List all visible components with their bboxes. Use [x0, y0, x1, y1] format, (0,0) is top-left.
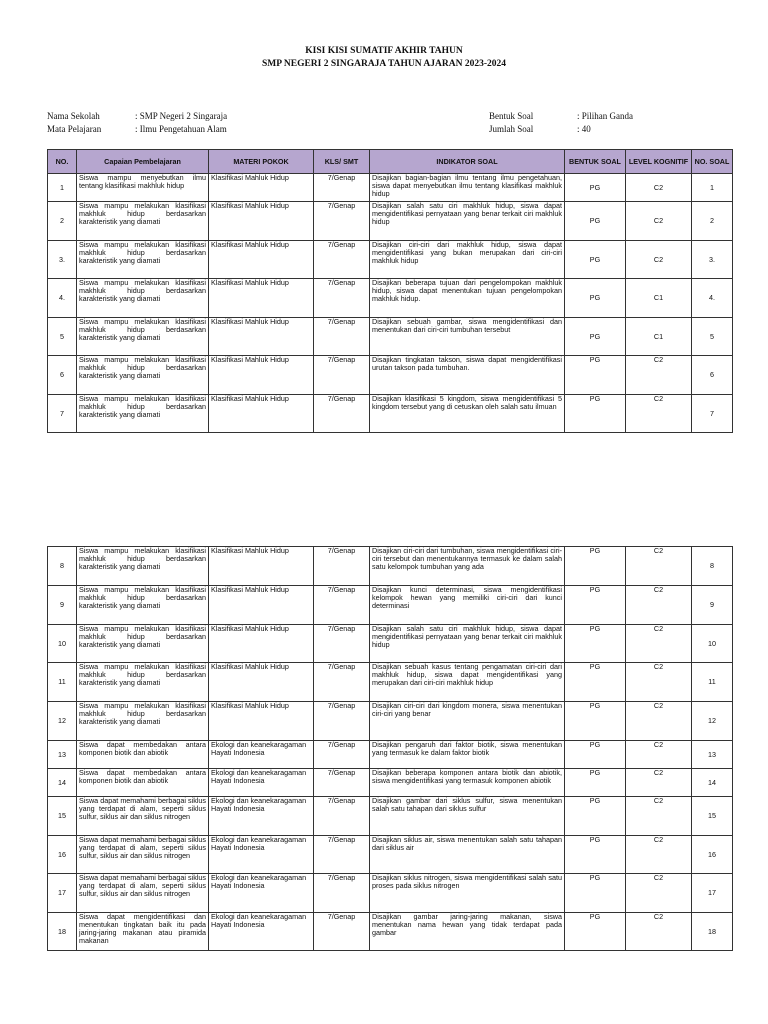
- row-capaian: Siswa dapat membedakan antara komponen biotik dan abiotik: [77, 769, 209, 797]
- row-kls: 7/Genap: [314, 279, 370, 318]
- row-number: 13: [48, 741, 77, 769]
- row-indikator: Disajikan salah satu ciri makhluk hidup, siswa dapat mengidentifikasi pernyataan yang benar terkait ciri makhluk hidup: [370, 625, 565, 663]
- row-kls: 7/Genap: [314, 836, 370, 874]
- row-indikator: Disajikan siklus nitrogen, siswa mengidentifikasi salah satu proses pada siklus nitrogen: [370, 874, 565, 913]
- row-bentuk: PG: [565, 874, 626, 913]
- row-level: C2: [626, 663, 692, 702]
- row-kls: 7/Genap: [314, 874, 370, 913]
- table-row: [48, 174, 733, 202]
- row-kls: 7/Genap: [314, 395, 370, 433]
- row-kls: 7/Genap: [314, 547, 370, 586]
- question-count-label: Jumlah Soal: [489, 124, 534, 134]
- header-materi: MATERI POKOK: [209, 150, 314, 174]
- row-kls: 7/Genap: [314, 913, 370, 951]
- row-number: 16: [48, 836, 77, 874]
- row-kls: 7/Genap: [314, 797, 370, 836]
- row-kls: 7/Genap: [314, 702, 370, 741]
- row-materi: Klasifikasi Mahluk Hidup: [209, 174, 314, 202]
- row-bentuk: PG: [565, 174, 626, 202]
- header-kls: KLS/ SMT: [314, 150, 370, 174]
- row-indikator: Disajikan siklus air, siswa menentukan salah satu tahapan dari siklus air: [370, 836, 565, 874]
- row-materi: Klasifikasi Mahluk Hidup: [209, 318, 314, 356]
- row-indikator: Disajikan sebuah gambar, siswa mengidentifikasi dan menentukan dari ciri-ciri tumbuhan tersebut: [370, 318, 565, 356]
- row-level: C2: [626, 174, 692, 202]
- row-materi: Klasifikasi Mahluk Hidup: [209, 702, 314, 741]
- row-number: 6: [48, 356, 77, 395]
- school-label: Nama Sekolah: [47, 111, 100, 121]
- row-materi: Ekologi dan keanekaragaman Hayati Indonesia: [209, 769, 314, 797]
- table-row: [48, 913, 733, 951]
- row-indikator: Disajikan beberapa tujuan dari pengelompokan makhluk hidup, siswa dapat menentukan tujuan pengelompokan makhluk hidup.: [370, 279, 565, 318]
- row-number: 5: [48, 318, 77, 356]
- row-nosoal: 17: [692, 874, 733, 913]
- row-bentuk: PG: [565, 395, 626, 433]
- header-level: LEVEL KOGNITIF: [626, 150, 692, 174]
- row-level: C2: [626, 241, 692, 279]
- row-kls: 7/Genap: [314, 318, 370, 356]
- row-nosoal: 10: [692, 625, 733, 663]
- row-indikator: Disajikan kunci determinasi, siswa mengidentifikasi kelompok hewan yang memiliki ciri-ciri dari kunci determinasi: [370, 586, 565, 625]
- row-nosoal: 15: [692, 797, 733, 836]
- header-bentuk: BENTUK SOAL: [565, 150, 626, 174]
- table-row: [48, 797, 733, 836]
- row-number: 7: [48, 395, 77, 433]
- row-level: C2: [626, 836, 692, 874]
- row-indikator: Disajikan ciri-ciri dari kingdom monera, siswa menentukan ciri-ciri yang benar: [370, 702, 565, 741]
- table-row: [48, 318, 733, 356]
- row-number: 11: [48, 663, 77, 702]
- row-capaian: Siswa mampu melakukan klasifikasi makhluk hidup berdasarkan karakteristik yang diamati: [77, 356, 209, 395]
- row-capaian: Siswa mampu melakukan klasifikasi makhluk hidup berdasarkan karakteristik yang diamati: [77, 625, 209, 663]
- row-bentuk: PG: [565, 202, 626, 241]
- row-level: C1: [626, 279, 692, 318]
- row-materi: Ekologi dan keanekaragaman Hayati Indonesia: [209, 741, 314, 769]
- row-capaian: Siswa mampu melakukan klasifikasi makhluk hidup berdasarkan karakteristik yang diamati: [77, 702, 209, 741]
- row-bentuk: PG: [565, 279, 626, 318]
- row-bentuk: PG: [565, 769, 626, 797]
- row-level: C2: [626, 202, 692, 241]
- row-kls: 7/Genap: [314, 174, 370, 202]
- row-capaian: Siswa dapat memahami berbagai siklus yang terdapat di alam, seperti siklus sulfur, siklus air dan siklus nitrogen: [77, 874, 209, 913]
- row-kls: 7/Genap: [314, 741, 370, 769]
- row-indikator: Disajikan sebuah kasus tentang pengamatan ciri-ciri dari makhluk hidup, siswa dapat mengidentifikasi yang merupakan dari ciri-ciri makhluk hidup: [370, 663, 565, 702]
- row-indikator: Disajikan ciri-ciri dari tumbuhan, siswa mengidentifikasi ciri-ciri tersebut dan menentukannya termasuk ke dalam salah satu kelompok tumbuhan yang ada: [370, 547, 565, 586]
- row-capaian: Siswa mampu melakukan klasifikasi makhluk hidup berdasarkan karakteristik yang diamati: [77, 202, 209, 241]
- row-nosoal: 3.: [692, 241, 733, 279]
- row-materi: Ekologi dan keanekaragaman Hayati Indonesia: [209, 797, 314, 836]
- document-title: KISI KISI SUMATIF AKHIR TAHUN: [305, 46, 463, 56]
- row-nosoal: 8: [692, 547, 733, 586]
- row-materi: Ekologi dan keanekaragaman Hayati Indonesia: [209, 913, 314, 951]
- row-kls: 7/Genap: [314, 625, 370, 663]
- row-capaian: Siswa mampu melakukan klasifikasi makhluk hidup berdasarkan karakteristik yang diamati: [77, 318, 209, 356]
- row-bentuk: PG: [565, 663, 626, 702]
- table-header-row: [48, 150, 733, 174]
- table-row: [48, 769, 733, 797]
- row-kls: 7/Genap: [314, 586, 370, 625]
- row-number: 4.: [48, 279, 77, 318]
- question-form-value: : Pilihan Ganda: [577, 111, 633, 121]
- table-row: [48, 702, 733, 741]
- question-form-label: Bentuk Soal: [489, 111, 534, 121]
- row-nosoal: 9: [692, 586, 733, 625]
- row-bentuk: PG: [565, 318, 626, 356]
- row-materi: Klasifikasi Mahluk Hidup: [209, 625, 314, 663]
- row-materi: Klasifikasi Mahluk Hidup: [209, 663, 314, 702]
- row-bentuk: PG: [565, 625, 626, 663]
- row-nosoal: 16: [692, 836, 733, 874]
- row-level: C2: [626, 395, 692, 433]
- row-level: C2: [626, 356, 692, 395]
- row-kls: 7/Genap: [314, 241, 370, 279]
- table-row: [48, 279, 733, 318]
- table-row: [48, 836, 733, 874]
- row-indikator: Disajikan pengaruh dari faktor biotik, siswa menentukan yang termasuk ke dalam faktor biotik: [370, 741, 565, 769]
- row-number: 18: [48, 913, 77, 951]
- subject-label: Mata Pelajaran: [47, 124, 102, 134]
- row-nosoal: 2: [692, 202, 733, 241]
- row-materi: Klasifikasi Mahluk Hidup: [209, 241, 314, 279]
- grid-table-part-2: [47, 546, 733, 951]
- row-indikator: Disajikan gambar dari siklus sulfur, siswa menentukan salah satu tahapan dari siklus sulfur: [370, 797, 565, 836]
- row-number: 3.: [48, 241, 77, 279]
- row-capaian: Siswa dapat membedakan antara komponen biotik dan abiotik: [77, 741, 209, 769]
- row-level: C2: [626, 741, 692, 769]
- row-capaian: Siswa mampu menyebutkan ilmu tentang klasifikasi makhluk hidup: [77, 174, 209, 202]
- row-capaian: Siswa mampu melakukan klasifikasi makhluk hidup berdasarkan karakteristik yang diamati: [77, 395, 209, 433]
- row-nosoal: 11: [692, 663, 733, 702]
- row-level: C2: [626, 586, 692, 625]
- row-materi: Ekologi dan keanekaragaman Hayati Indonesia: [209, 836, 314, 874]
- row-indikator: Disajikan klasifikasi 5 kingdom, siswa mengidentifikasi 5 kingdom tersebut yang di cetuskan oleh salah satu ilmuan: [370, 395, 565, 433]
- row-capaian: Siswa mampu melakukan klasifikasi makhluk hidup berdasarkan karakteristik yang diamati: [77, 279, 209, 318]
- row-bentuk: PG: [565, 913, 626, 951]
- table-row: [48, 586, 733, 625]
- row-materi: Klasifikasi Mahluk Hidup: [209, 202, 314, 241]
- row-indikator: Disajikan salah satu ciri makhluk hidup, siswa dapat mengidentifikasi pernyataan yang benar terkait ciri makhluk hidup: [370, 202, 565, 241]
- header-indikator: INDIKATOR SOAL: [370, 150, 565, 174]
- row-nosoal: 14: [692, 769, 733, 797]
- row-bentuk: PG: [565, 741, 626, 769]
- row-nosoal: 7: [692, 395, 733, 433]
- row-number: 14: [48, 769, 77, 797]
- row-capaian: Siswa mampu melakukan klasifikasi makhluk hidup berdasarkan karakteristik yang diamati: [77, 547, 209, 586]
- row-capaian: Siswa dapat memahami berbagai siklus yang terdapat di alam, seperti siklus sulfur, siklus air dan siklus nitrogen: [77, 836, 209, 874]
- row-level: C1: [626, 318, 692, 356]
- row-bentuk: PG: [565, 702, 626, 741]
- row-capaian: Siswa dapat memahami berbagai siklus yang terdapat di alam, seperti siklus sulfur, siklus air dan siklus nitrogen: [77, 797, 209, 836]
- row-level: C2: [626, 702, 692, 741]
- row-level: C2: [626, 625, 692, 663]
- row-materi: Klasifikasi Mahluk Hidup: [209, 279, 314, 318]
- row-nosoal: 12: [692, 702, 733, 741]
- row-materi: Klasifikasi Mahluk Hidup: [209, 586, 314, 625]
- row-bentuk: PG: [565, 547, 626, 586]
- row-capaian: Siswa mampu melakukan klasifikasi makhluk hidup berdasarkan karakteristik yang diamati: [77, 663, 209, 702]
- row-indikator: Disajikan gambar jaring-jaring makanan, siswa menentukan nama hewan yang tidak terdapat pada gambar: [370, 913, 565, 951]
- row-kls: 7/Genap: [314, 356, 370, 395]
- row-bentuk: PG: [565, 586, 626, 625]
- row-kls: 7/Genap: [314, 202, 370, 241]
- row-number: 9: [48, 586, 77, 625]
- row-indikator: Disajikan tingkatan takson, siswa dapat mengidentifikasi urutan takson pada tumbuhan.: [370, 356, 565, 395]
- row-bentuk: PG: [565, 241, 626, 279]
- header-nosoal: NO. SOAL: [692, 150, 733, 174]
- row-materi: Klasifikasi Mahluk Hidup: [209, 547, 314, 586]
- table-row: [48, 356, 733, 395]
- table-row: [48, 625, 733, 663]
- row-materi: Klasifikasi Mahluk Hidup: [209, 395, 314, 433]
- row-level: C2: [626, 769, 692, 797]
- row-level: C2: [626, 913, 692, 951]
- row-nosoal: 6: [692, 356, 733, 395]
- row-number: 17: [48, 874, 77, 913]
- row-indikator: Disajikan bagian-bagian ilmu tentang ilmu pengetahuan, siswa dapat menyebutkan ilmu tentang klasifikasi makhluk hidup: [370, 174, 565, 202]
- school-value: : SMP Negeri 2 Singaraja: [135, 111, 228, 121]
- row-level: C2: [626, 797, 692, 836]
- row-capaian: Siswa mampu melakukan klasifikasi makhluk hidup berdasarkan karakteristik yang diamati: [77, 586, 209, 625]
- row-indikator: Disajikan beberapa komponen antara biotik dan abiotik, siswa mengidentifikasi yang termasuk komponen abiotik: [370, 769, 565, 797]
- row-indikator: Disajikan ciri-ciri dari makhluk hidup, siswa dapat mengidentifikasi yang bukan merupakan dari ciri-ciri makhluk hidup: [370, 241, 565, 279]
- row-number: 12: [48, 702, 77, 741]
- row-level: C2: [626, 547, 692, 586]
- row-nosoal: 4.: [692, 279, 733, 318]
- row-number: 1: [48, 174, 77, 202]
- row-bentuk: PG: [565, 356, 626, 395]
- row-number: 15: [48, 797, 77, 836]
- row-materi: Ekologi dan keanekaragaman Hayati Indonesia: [209, 874, 314, 913]
- document-subtitle: SMP NEGERI 2 SINGARAJA TAHUN AJARAN 2023-2024: [261, 59, 507, 69]
- subject-value: : Ilmu Pengetahuan Alam: [135, 124, 227, 134]
- row-number: 2: [48, 202, 77, 241]
- row-nosoal: 13: [692, 741, 733, 769]
- row-capaian: Siswa mampu melakukan klasifikasi makhluk hidup berdasarkan karakteristik yang diamati: [77, 241, 209, 279]
- row-kls: 7/Genap: [314, 769, 370, 797]
- row-level: C2: [626, 874, 692, 913]
- row-nosoal: 1: [692, 174, 733, 202]
- table-row: [48, 741, 733, 769]
- row-bentuk: PG: [565, 836, 626, 874]
- row-nosoal: 5: [692, 318, 733, 356]
- question-count-value: : 40: [577, 124, 591, 134]
- row-bentuk: PG: [565, 797, 626, 836]
- header-capaian: Capaian Pembelajaran: [77, 150, 209, 174]
- table-row: [48, 395, 733, 433]
- grid-table-part-1: [47, 149, 733, 433]
- row-number: 8: [48, 547, 77, 586]
- table-row: [48, 663, 733, 702]
- row-capaian: Siswa dapat mengidentifikasi dan menentukan tingkatan baik itu pada jaring-jaring makanan atau piramida makanan: [77, 913, 209, 951]
- table-row: [48, 547, 733, 586]
- row-number: 10: [48, 625, 77, 663]
- row-kls: 7/Genap: [314, 663, 370, 702]
- row-nosoal: 18: [692, 913, 733, 951]
- table-row: [48, 874, 733, 913]
- row-materi: Klasifikasi Mahluk Hidup: [209, 356, 314, 395]
- header-no: NO.: [48, 150, 77, 174]
- table-row: [48, 202, 733, 241]
- table-row: [48, 241, 733, 279]
